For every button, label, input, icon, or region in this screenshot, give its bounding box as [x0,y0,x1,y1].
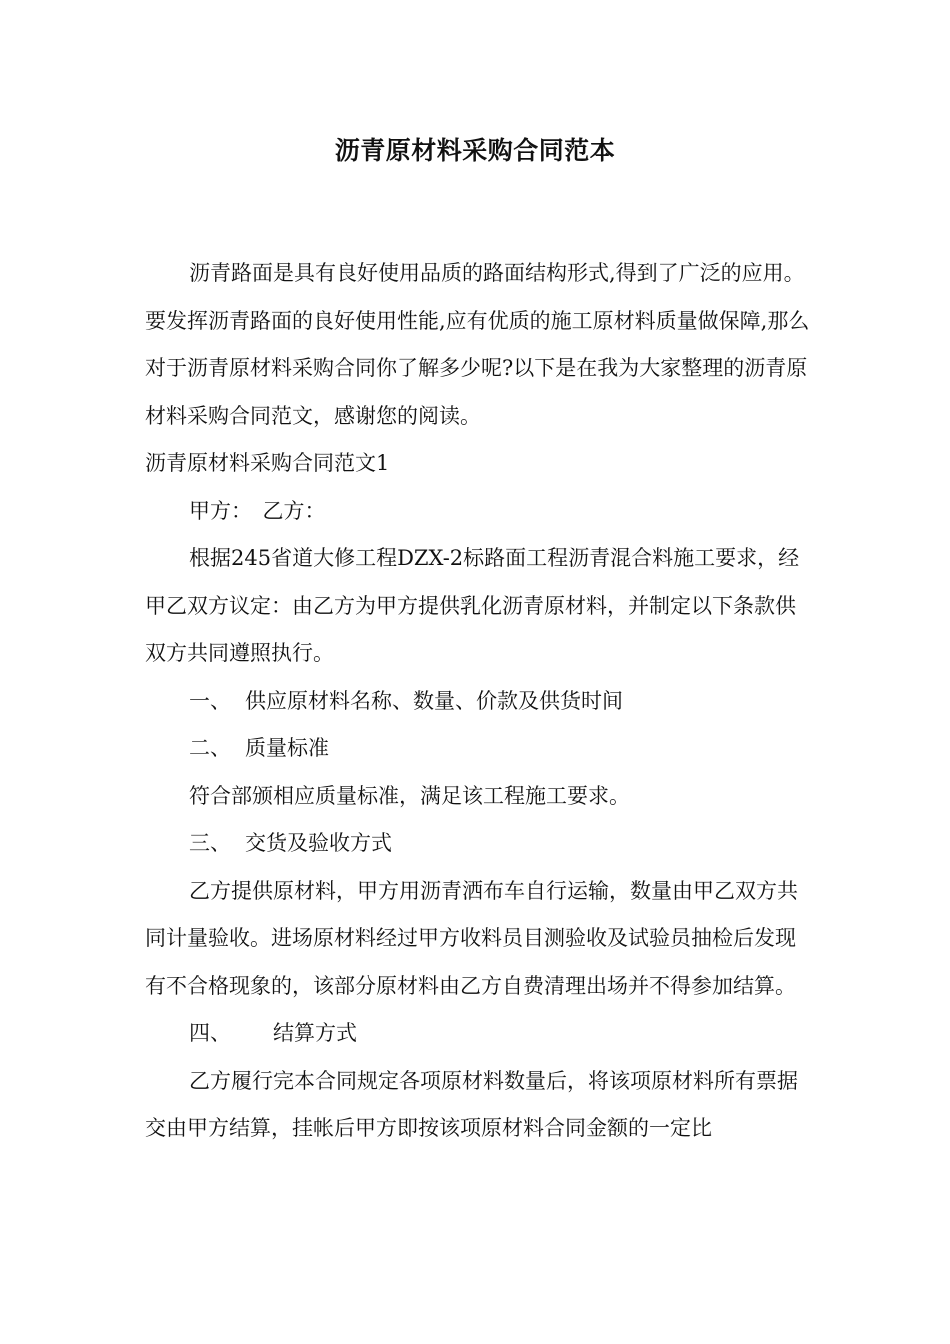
preamble-paragraph: 根据245省道大修工程DZX-2标路面工程沥青混合料施工要求，经甲乙双方议定：由乙方为甲方提供乳化沥青原材料，并制定以下条款供双方共同遵照执行。 [145,546,800,665]
section-2-heading [145,725,810,773]
section-4-heading [145,1010,810,1058]
section-4-title: 结算方式 [273,1021,357,1045]
document-title: 沥青原材料采购合同范本 [334,136,616,165]
settlement-paragraph: 乙方履行完本合同规定各项原材料数量后，将该项原材料所有票据交由甲方结算，挂帐后甲方即按该项原材料合同金额的一定比 [145,1068,798,1140]
section-3-heading [145,820,810,868]
section-1-number: 一、 [189,688,231,713]
section-3-title: 交货及验收方式 [245,831,392,855]
sample-heading: 沥青原材料采购合同范文1 [145,451,390,475]
section-2-number: 二、 [189,736,231,760]
section-2-title: 质量标准 [245,736,329,760]
section-1-title: 供应原材料名称、数量、价款及供货时间 [245,688,623,713]
intro-paragraph: 沥青路面是具有良好使用品质的路面结构形式,得到了广泛的应用。要发挥沥青路面的良好使用性能,应有优质的施工原材料质量做保障,那么对于沥青原材料采购合同你了解多少呢?以下是在我为大家整理的沥青原材料采购合同范文，感谢您的阅读。 [145,261,810,428]
section-4-number: 四、 [189,1021,231,1045]
delivery-paragraph: 乙方提供原材料，甲方用沥青洒布车自行运输，数量由甲乙双方共同计量验收。进场原材料经过甲方收料员目测验收及试验员抽检后发现有不合格现象的，该部分原材料由乙方自费清理出场并不得参加结算。 [145,878,798,998]
section-1-heading [145,678,810,726]
document-body [145,250,810,1153]
section-3-number: 三、 [189,831,231,855]
parties-line: 甲方： 乙方： [189,498,326,523]
quality-paragraph: 符合部颁相应质量标准，满足该工程施工要求。 [189,783,630,808]
